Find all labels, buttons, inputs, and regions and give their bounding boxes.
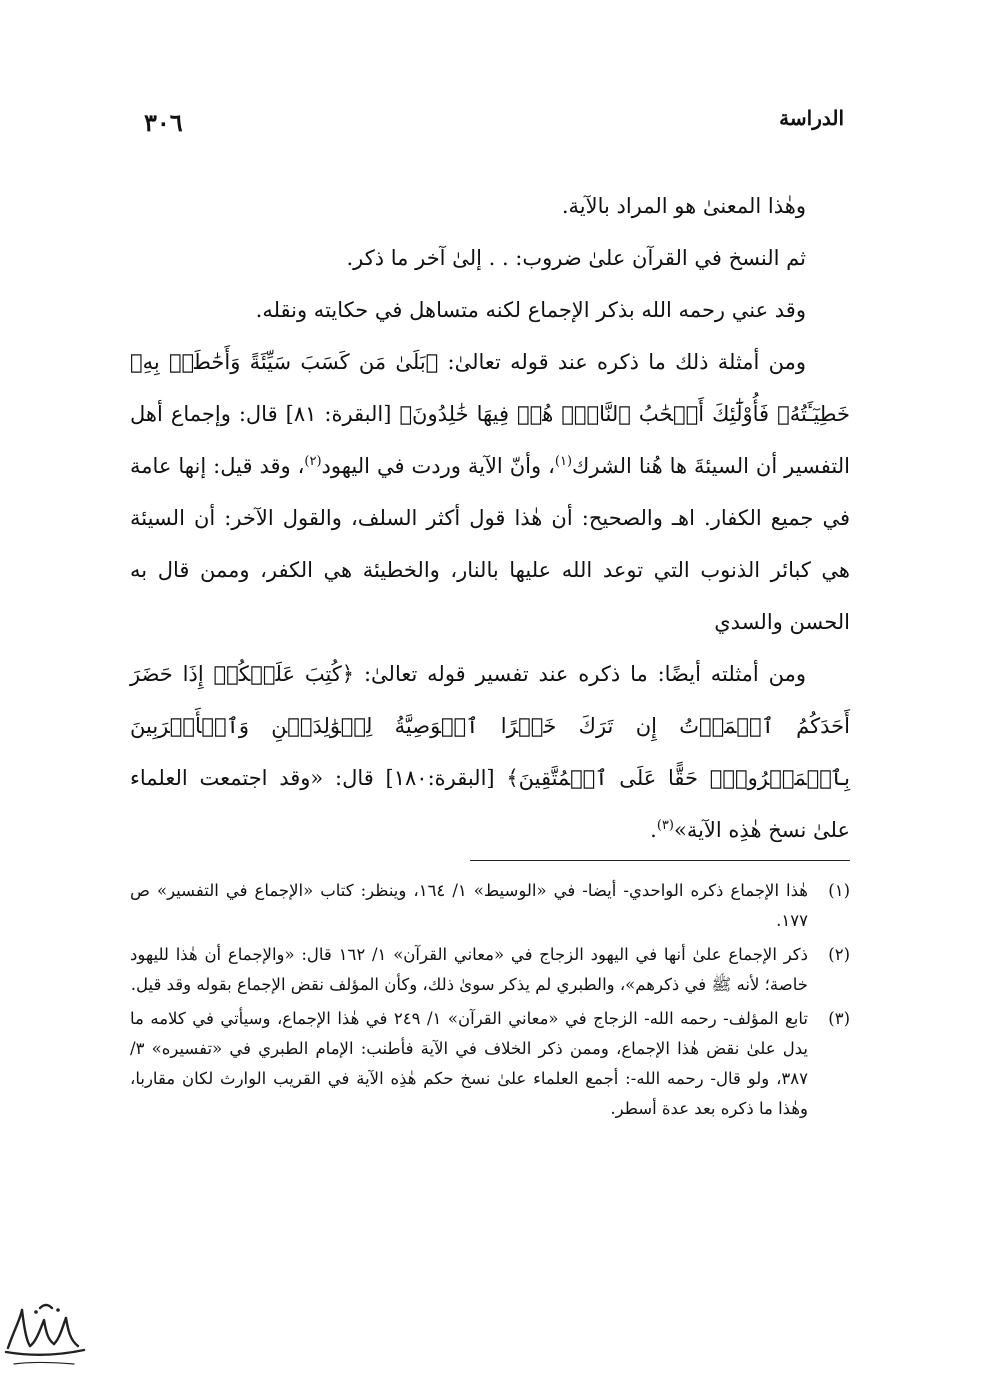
- paragraph: ثم النسخ في القرآن علىٰ ضروب: . . إلىٰ آخر ما ذكر.: [346, 246, 806, 270]
- paragraph: وهٰذا المعنىٰ هو المراد بالآية.: [561, 194, 806, 218]
- paragraph: وقد عني رحمه الله بذكر الإجماع لكنه متساهل في حكايته ونقله.: [255, 298, 806, 322]
- calligraphy-logo-icon: [0, 1290, 88, 1378]
- footnote-text: تابع المؤلف- رحمه الله- الزجاج في «معاني القرآن» ١/ ٢٤٩ في هٰذا الإجماع، وسيأتي في كلامه ما يدل علىٰ نقض هٰذا الإجماع، وممن ذكر الخلاف في الآية فأطنب: الإمام الطبري في «تفسيره» ٣/ ٣٨٧، ولو قال- رحمه الله-: أجمع العلماء علىٰ نسخ حكم هٰذِه الآية في القريب الوارث لكان مقاربا، وهٰذا ما ذكره بعد عدة أسطر.: [130, 1009, 808, 1118]
- footnote-number: (١): [828, 881, 850, 900]
- footnote-text: هٰذا الإجماع ذكره الواحدي- أيضا- في «الوسيط» ١/ ١٦٤، وينظر: كتاب «الإجماع في التفسير» ص ١٧٧.: [130, 881, 808, 930]
- main-text: [130, 180, 850, 856]
- footnote-number: (٢): [828, 945, 850, 964]
- footnote-number: (٣): [828, 1009, 850, 1028]
- running-title: الدراسة: [779, 106, 844, 130]
- page-number: ٣٠٦: [144, 108, 183, 137]
- footnote-text: ذكر الإجماع علىٰ أنها في اليهود الزجاج في «معاني القرآن» ١/ ١٦٢ قال: «والإجماع أن هٰذا لليهود خاصة؛ لأنه ﷺ في ذكرهم»، والطبري لم يذكر سوىٰ ذلك، وكأن المؤلف نقض الإجماع بقوله وقد قيل.: [130, 945, 809, 994]
- footnote: [130, 1004, 850, 1124]
- paragraph: ومن أمثلة ذلك ما ذكره عند قوله تعالىٰ: ﴿بَلَىٰ مَن كَسَبَ سَيِّئَةً وَأَحَٰطَتۡ بِهِۦ خَطِيٓـَٔتُهُۥ فَأُوْلَٰٓئِكَ أَصۡحَٰبُ ٱلنَّارِۖ هُمۡ فِيهَا خَٰلِدُونَ﴾ [البقرة: ٨١] قال: وإجماع أهل التفسير أن السيئةَ ها هُنا الشرك$^{(١)}$، وأنّ الآية وردت في اليهود$^{(٢)}$، وقد قيل: إنها عامة في جميع الكفار. اهـ والصحيح: أن هٰذا قول أكثر السلف، والقول الآخر: أن السيئة هي كبائر الذنوب التي توعد الله عليها بالنار، والخطيئة هي الكفر، وممن قال به الحسن والسدي: [130, 350, 850, 634]
- footnote-ref[interactable]: (٣): [656, 818, 674, 833]
- footnote: [130, 876, 850, 936]
- footnote-ref[interactable]: (٢): [304, 454, 322, 469]
- page-header: [130, 100, 850, 140]
- paragraph: ومن أمثلته أيضًا: ما ذكره عند تفسير قوله تعالىٰ: ﴿كُتِبَ عَلَيۡكُمۡ إِذَا حَضَرَ أَحَدَكُمُ ٱلۡمَوۡتُ إِن تَرَكَ خَيۡرًا ٱلۡوَصِيَّةُ لِلۡوَٰلِدَيۡنِ وَٱلۡأَقۡرَبِينَ بِٱلۡمَعۡرُوفِۖ حَقًّا عَلَى ٱلۡمُتَّقِينَ﴾ [البقرة:١٨٠] قال: «وقد اجتمعت العلماء علىٰ نسخ هٰذِه الآية»$^{(٣)}$.: [130, 662, 850, 842]
- footnote: [130, 940, 850, 1000]
- footnote-ref[interactable]: (١): [554, 454, 573, 469]
- footnotes: [130, 876, 850, 1128]
- footnote-separator: [470, 860, 850, 861]
